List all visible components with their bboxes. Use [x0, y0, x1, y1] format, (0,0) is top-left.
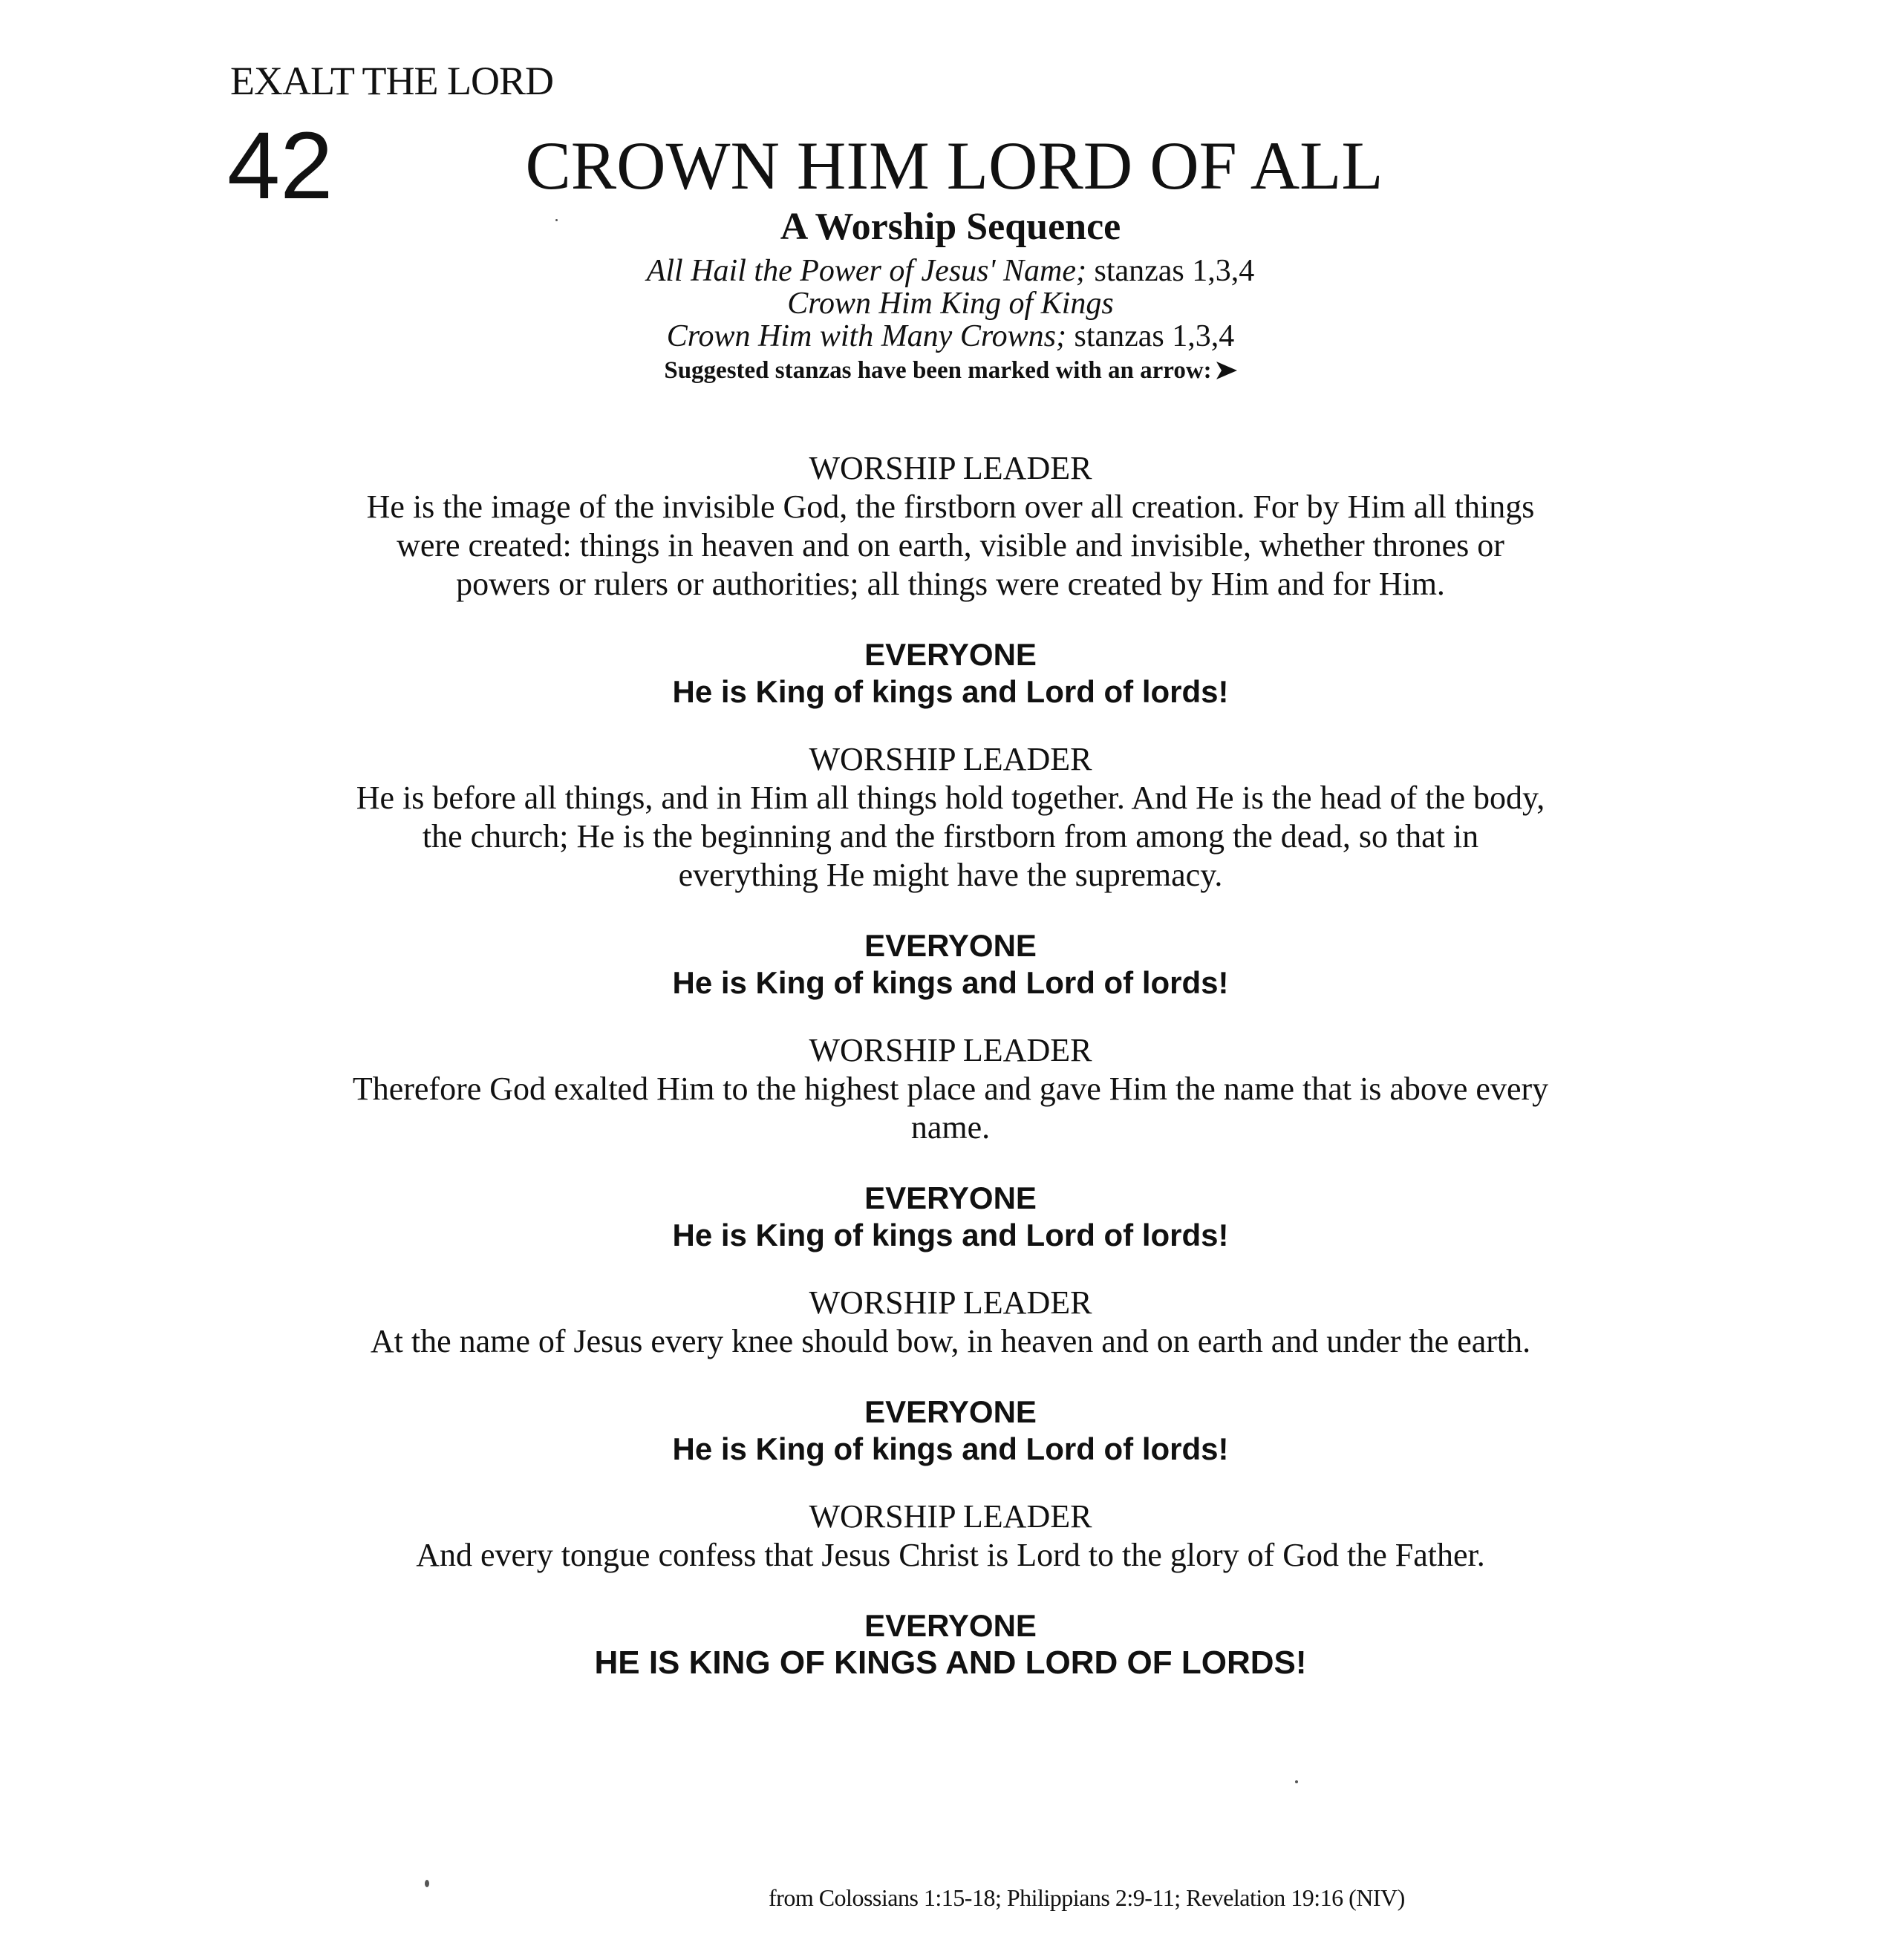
everyone-label: EVERYONE — [864, 637, 1037, 672]
leader-block — [349, 449, 1552, 604]
song-line — [0, 255, 1901, 287]
song-line — [0, 287, 1901, 320]
scan-speck — [1295, 1780, 1298, 1783]
congregation-response: He is King of kings and Lord of lords! — [672, 1218, 1229, 1252]
congregation-response: He is King of kings and Lord of lords! — [672, 674, 1229, 709]
everyone-label: EVERYONE — [864, 1394, 1037, 1429]
leader-block — [349, 1497, 1552, 1575]
hymn-number: 42 — [227, 113, 333, 219]
scan-speck — [555, 219, 558, 221]
leader-block — [349, 1284, 1552, 1361]
worship-sequence — [349, 449, 1552, 1711]
everyone-block — [349, 636, 1552, 710]
song-line — [0, 320, 1901, 353]
leader-reading: Therefore God exalted Him to the highest place and gave Him the name that is above every name. — [352, 1071, 1549, 1146]
stanza-note-text: Suggested stanzas have been marked with an arrow: — [664, 357, 1212, 385]
everyone-block — [349, 1180, 1552, 1254]
congregation-response-final: HE IS KING OF KINGS AND LORD OF LORDS! — [594, 1644, 1307, 1681]
stanza-note — [0, 354, 1901, 387]
leader-reading: And every tongue confess that Jesus Christ is Lord to the glory of God the Father. — [416, 1537, 1485, 1573]
everyone-block — [349, 1607, 1552, 1682]
arrow-icon — [1216, 362, 1237, 379]
leader-label: WORSHIP LEADER — [809, 1498, 1092, 1535]
scan-speck — [425, 1880, 429, 1887]
title-block — [0, 130, 1901, 387]
song-title: Crown Him King of Kings — [787, 287, 1114, 321]
song-title: All Hail the Power of Jesus' Name; — [646, 254, 1086, 289]
leader-reading: He is the image of the invisible God, the firstborn over all creation. For by Him all things were created: things in heaven and on earth, visible and invisible, whether thrones or powers or rulers or authorities; all things were created by Him and for Him. — [366, 489, 1535, 602]
congregation-response: He is King of kings and Lord of lords! — [672, 965, 1229, 1000]
everyone-label: EVERYONE — [864, 1180, 1037, 1215]
leader-block — [349, 740, 1552, 895]
song-stanzas: stanzas 1,3,4 — [1086, 254, 1255, 289]
everyone-block — [349, 927, 1552, 1002]
leader-reading: At the name of Jesus every knee should bow, in heaven and on earth and under the earth. — [370, 1323, 1531, 1359]
leader-label: WORSHIP LEADER — [809, 1284, 1092, 1321]
scripture-citation: from Colossians 1:15-18; Philippians 2:9-11; Revelation 19:16 (NIV) — [769, 1884, 1405, 1911]
page-title: CROWN HIM LORD OF ALL — [525, 128, 1383, 203]
leader-label: WORSHIP LEADER — [809, 450, 1092, 486]
section-header: EXALT THE LORD — [230, 59, 554, 103]
everyone-block — [349, 1394, 1552, 1468]
page-subtitle: A Worship Sequence — [780, 205, 1121, 248]
everyone-label: EVERYONE — [864, 1608, 1037, 1643]
leader-label: WORSHIP LEADER — [809, 741, 1092, 777]
leader-label: WORSHIP LEADER — [809, 1032, 1092, 1068]
song-stanzas: stanzas 1,3,4 — [1066, 319, 1235, 354]
leader-block — [349, 1031, 1552, 1147]
congregation-response: He is King of kings and Lord of lords! — [672, 1431, 1229, 1466]
leader-reading: He is before all things, and in Him all things hold together. And He is the head of the body, the church; He is the beginning and the firstborn from among the dead, so that in everything He might have the supremacy. — [356, 780, 1545, 893]
song-list — [0, 255, 1901, 353]
song-title: Crown Him with Many Crowns; — [666, 319, 1066, 354]
everyone-label: EVERYONE — [864, 928, 1037, 963]
